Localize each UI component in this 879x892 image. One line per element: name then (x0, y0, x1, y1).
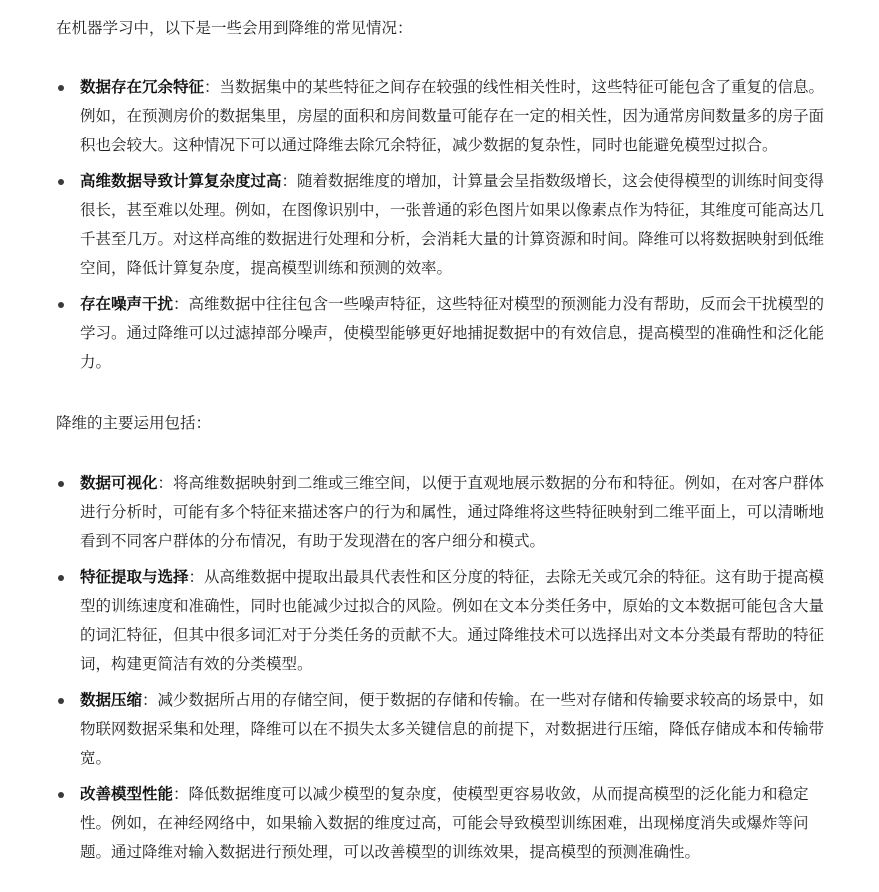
list-item-noise (56, 290, 839, 377)
list-item-text: ：高维数据中往往包含一些噪声特征，这些特征对模型的预测能力没有帮助，反而会干扰模型的学习。通过降维可以过滤掉部分噪声，使模型能够更好地捕捉数据中的有效信息，提高模型的准确性和泛化能力。 (80, 295, 825, 371)
bullet-icon (58, 481, 64, 487)
list-item-term: 改善模型性能 (80, 785, 174, 803)
bullet-icon (58, 179, 64, 185)
list-item-term: 存在噪声干扰 (80, 295, 174, 313)
list-item-term: 数据存在冗余特征 (80, 78, 205, 96)
list-item-term: 特征提取与选择 (80, 568, 189, 586)
list-item-text: ：随着数据维度的增加，计算量会呈指数级增长，这会使得模型的训练时间变得很长，甚至难以处理。例如，在图像识别中，一张普通的彩色图片如果以像素点作为特征，其维度可能高达几千甚至几万。对这样高维的数据进行处理和分析，会消耗大量的计算资源和时间。降维可以将数据映射到低维空间，降低计算复杂度，提高模型训练和预测的效率。 (80, 172, 825, 277)
list-item-text: ：减少数据所占用的存储空间，便于数据的存储和传输。在一些对存储和传输要求较高的场景中，如物联网数据采集和处理，降维可以在不损失太多关键信息的前提下，对数据进行压缩，降低存储成本和传输带宽。 (80, 691, 825, 767)
list-item-text: ：降低数据维度可以减少模型的复杂度，使模型更容易收敛，从而提高模型的泛化能力和稳定性。例如，在神经网络中，如果输入数据的维度过高，可能会导致模型训练困难，出现梯度消失或爆炸等问题。通过降维对输入数据进行预处理，可以改善模型的训练效果，提高模型的预测准确性。 (80, 785, 809, 861)
list-item-model-performance (56, 780, 839, 867)
list-item-text: ：当数据集中的某些特征之间存在较强的线性相关性时，这些特征可能包含了重复的信息。例如，在预测房价的数据集里，房屋的面积和房间数量可能存在一定的相关性，因为通常房间数量多的房子面积也会较大。这种情况下可以通过降维去除冗余特征，减少数据的复杂性，同时也能避免模型过拟合。 (80, 78, 825, 154)
list-item-text: ：从高维数据中提取出最具代表性和区分度的特征，去除无关或冗余的特征。这有助于提高模型的训练速度和准确性，同时也能减少过拟合的风险。例如在文本分类任务中，原始的文本数据可能包含大量的词汇特征，但其中很多词汇对于分类任务的贡献不大。通过降维技术可以选择出对文本分类最有帮助的特征词，构建更简洁有效的分类模型。 (80, 568, 825, 673)
list-item-high-dimension-cost (56, 167, 839, 283)
list-item-term: 数据可视化 (80, 474, 158, 492)
bullet-icon (58, 698, 64, 704)
list-item-text: ：将高维数据映射到二维或三维空间，以便于直观地展示数据的分布和特征。例如，在对客户群体进行分析时，可能有多个特征来描述客户的行为和属性，通过降维将这些特征映射到二维平面上，可以清晰地看到不同客户群体的分布情况，有助于发现潜在的客户细分和模式。 (80, 474, 825, 550)
list-item-compression (56, 686, 839, 773)
list-item-redundant-features (56, 73, 839, 160)
bullet-icon (58, 575, 64, 581)
bullet-icon (58, 302, 64, 308)
list-item-feature-selection (56, 563, 839, 679)
bullet-icon (58, 85, 64, 91)
uses-list (56, 469, 839, 867)
list-item-term: 高维数据导致计算复杂度过高 (80, 172, 282, 190)
bullet-icon (58, 792, 64, 798)
list-item-term: 数据压缩 (80, 691, 143, 709)
list-item-visualization (56, 469, 839, 556)
cases-list (56, 73, 839, 377)
intro-paragraph: 在机器学习中，以下是一些会用到降维的常见情况： (56, 19, 413, 37)
uses-intro-paragraph: 降维的主要运用包括： (56, 414, 212, 432)
